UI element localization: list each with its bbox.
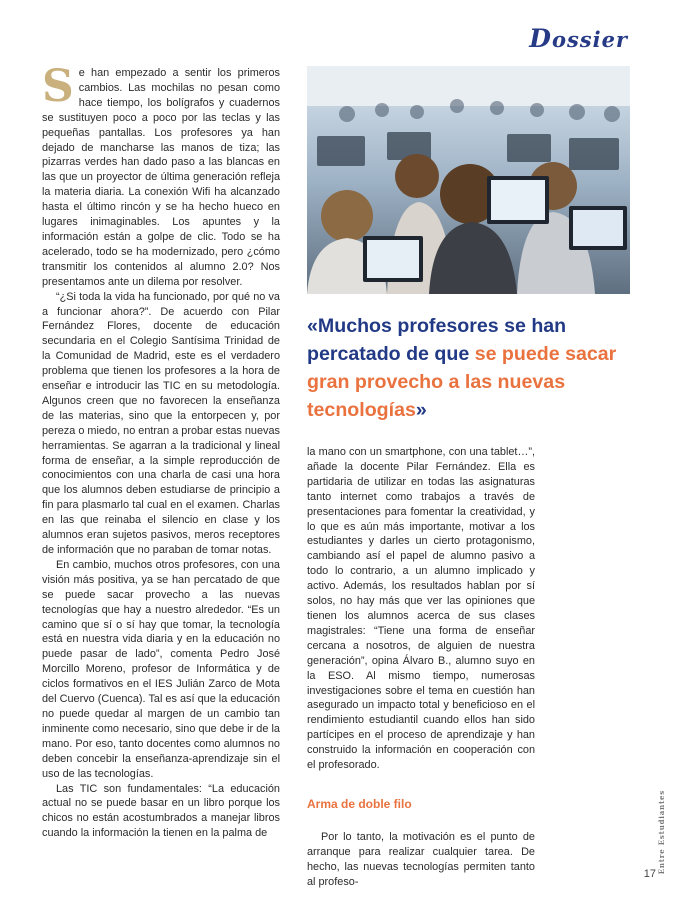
section-label-rest: ossier [551,27,628,52]
paragraph: Por lo tanto, la motivación es el punto de arranque para realizar cualquier tarea. De hecho, las nuevas tecnologías permiten tanto al profeso- [307,830,535,888]
pull-quote-highlight: se puede sacar gran provecho a las nuevas tecnologías [307,343,617,421]
paragraph: la mano con un smartphone, con una tablet…”, añade la docente Pilar Fernández. Ella es partidaria de utilizar en todas las asignaturas tanto internet como trabajos a través de presentaciones para fomentar la creatividad, y lo que es aún más importante, motivar a los estudiantes y darles un cierto protagonismo, cambiando así el papel de alumno pasivo a todo lo contrario, a un alumno implicado y activo. Además, los resultados hablan por sí solos, no hay más que ver las opiniones que tienen los alumnos acerca de sus clases magistrales: “Tiene una forma de enseñar cercana a nosotros, de alguien de nuestra generación”, opina Álvaro B., alumno suyo en la ESO. Al mismo tiempo, numerosas investigaciones sobre el tema en cuestión han asegurado un impacto total y beneficioso en el rendimiento estudiantil cuando ellos han sido partícipes en el proceso de aprendizaje y han construido la información en cooperación con el profesorado. [307,446,535,772]
dropcap: S [42,61,74,112]
classroom-illustration [307,66,630,294]
left-column [42,61,280,841]
section-label-cap: D [529,24,552,53]
paragraph [42,61,280,290]
magazine-name: Entre Estudiantes [657,790,666,875]
paragraph: En cambio, muchos otros profesores, con una visión más positiva, ya se han percatado de que se puede sacar provecho a las nuevas tecnologías que hay a nuestro alrededor. “Es un camino que sí o sí hay que tomar, la tecnología está en nuestra vida diaria y en la educación no puede pasar de lado”, comenta Pedro José Morcillo Moreno, profesor de Informática y de ciclos formativos en el IES Julián Zarco de Mota del Cuervo (Cuenca). Tal es así que la educación no puede quedar al margen de un cambio tan inminente como necesario, sino que debe ir de la mano. Por eso, tanto docentes como alumnos no deben concebir la enseñanza-aprendizaje sin el uso de las tecnologías. [42,558,280,780]
page-number: 17 [643,868,656,880]
pull-quote [307,312,637,424]
classroom-photo [307,66,630,294]
right-column [307,445,535,889]
pull-quote-part1: «Muchos profesores se han percatado de que [307,315,567,365]
paragraph: “¿Si toda la vida ha funcionado, por qué no va a funcionar ahora?”. De acuerdo con Pilar Fernández Flores, docente de educación secundaria en el Colegio Santísima Trinidad de la Comunidad de Madrid, este es el verdadero problema que tienen los profesores a la hora de enseñar e introducir las TIC en su metodología. Algunos creen que no favorecen la enseñanza de las materias, sino que la entorpecen y, por pereza o miedo, no entran a probar estas nuevas herramientas. Se agarran a la tradicional y lineal forma de enseñar, a la simple reproducción de conocimientos con una charla de casi una hora que los alumnos deben estudiarse de principio a fin para plasmarlo tal cual en el examen. Charlas en las que reinaba el silencio en clase y los alumnos eran sujetos pasivos, meros receptores de información que no paraban de tomar notas. [42,290,280,556]
section-label [529,24,628,53]
paragraph-text: e han empezado a sentir los primeros cambios. Las mochilas no pesan como hace tiempo, los bolígrafos y cuadernos se sustituyen poco a poco por las teclas y las pequeñas pantallas. Los profesores ya han dejado de mancharse las manos de tiza; las pizarras verdes han dado paso a las blancas en las que un proyector de última generación refleja la materia diaria. La conexión Wifi ha alcanzado hasta el último rincón y se ha hecho hueco en lugares inimaginables. Los apuntes y la información están a golpe de clic. Todo se ha acelerado, todo se ha modernizado, pero ¿cómo transmitir los contenidos al alumno 2.0? Nos presentamos ante un dilema por resolver. [42,67,280,288]
subheading: Arma de doble filo [307,796,412,811]
paragraph: Las TIC son fundamentales: “La educación actual no se puede basar en un libro porque los chicos no están acostumbrados a manejar libros cuando la información la tienen en la palma de [42,782,280,840]
pull-quote-part3: » [415,399,427,421]
